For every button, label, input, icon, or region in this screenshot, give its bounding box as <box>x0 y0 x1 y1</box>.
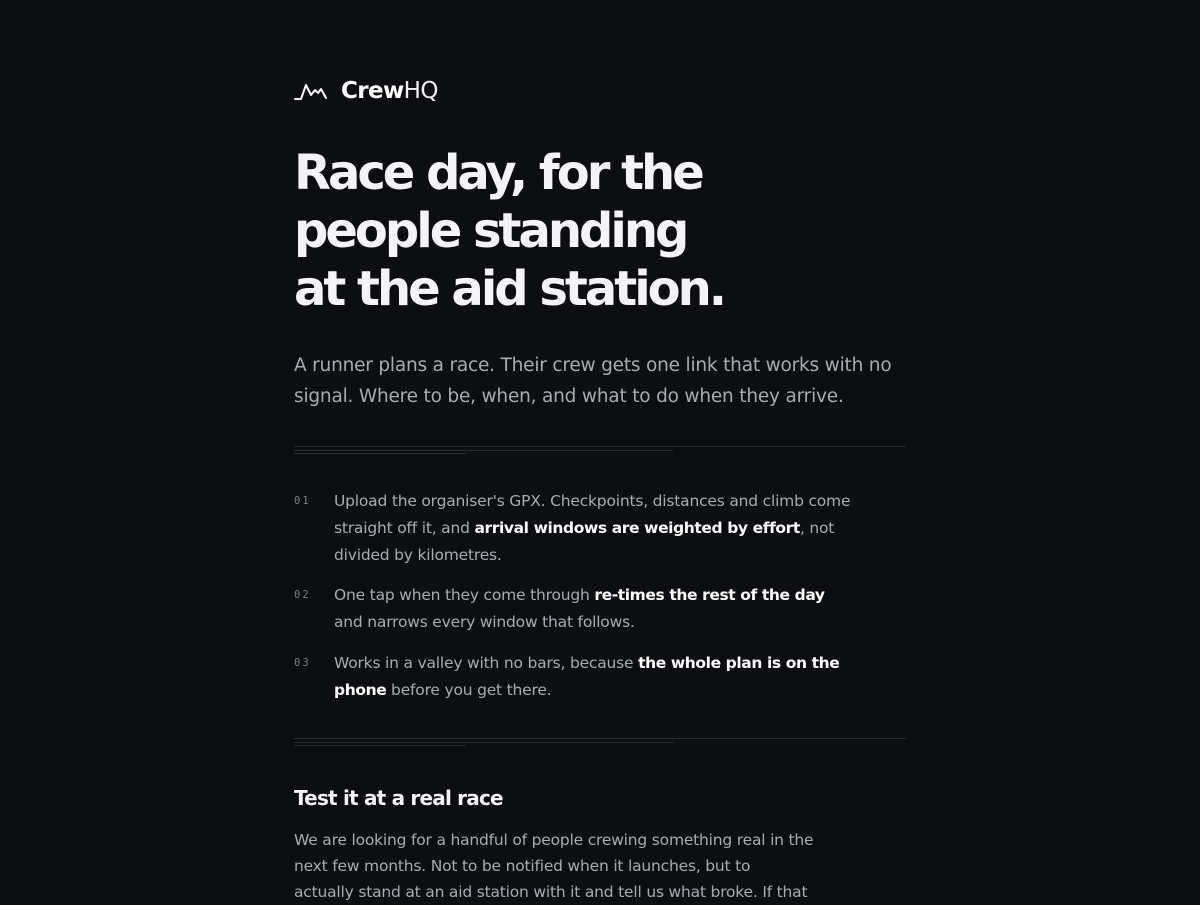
section-divider-bottom <box>294 738 906 746</box>
step-text-lead: Works in a valley with no bars, because <box>334 654 639 672</box>
step-text-highlight: the whole plan is on the phone <box>334 654 840 699</box>
hero-line-2: people standing <box>294 203 687 259</box>
section-divider-top <box>294 446 906 454</box>
step-text-tail: and narrows every window that follows. <box>334 613 635 631</box>
step-text <box>334 650 854 704</box>
cta-title: Test it at a real race <box>294 786 503 810</box>
cta-body: We are looking for a handful of people crewing something real in the next few months. Not to be notified when it launches, but to actually stand at an aid station with it and tell us what broke. If that <box>294 831 814 901</box>
step-number: 03 <box>294 657 311 669</box>
step-text-tail: before you get there. <box>386 681 552 699</box>
step-text <box>334 488 854 569</box>
step-text-lead: One tap when they come through <box>334 586 595 604</box>
brand-name-light: HQ <box>403 78 438 104</box>
step-text <box>334 582 854 636</box>
step-text-highlight: re-times the rest of the day <box>594 586 825 604</box>
hero-line-3: at the aid station. <box>294 261 725 317</box>
brand-logo[interactable] <box>294 76 438 106</box>
step-number: 01 <box>294 495 311 507</box>
step-text-highlight: arrival windows are weighted by effort <box>474 519 800 537</box>
step-number: 02 <box>294 589 311 601</box>
mountain-pulse-icon <box>294 81 327 101</box>
step-text-lead: Upload the organiser's GPX. Checkpoints, distances and climb come straight off it, and <box>334 492 851 537</box>
brand-name <box>341 76 438 106</box>
brand-name-bold: Crew <box>341 78 404 104</box>
hero-headline <box>294 144 906 318</box>
step-text-tail: , not divided by kilometres. <box>334 519 835 564</box>
lede-paragraph: A runner plans a race. Their crew gets one link that works with no signal. Where to be, when, and what to do when they arrive. <box>294 355 892 407</box>
hero-line-1: Race day, for the <box>294 145 702 201</box>
